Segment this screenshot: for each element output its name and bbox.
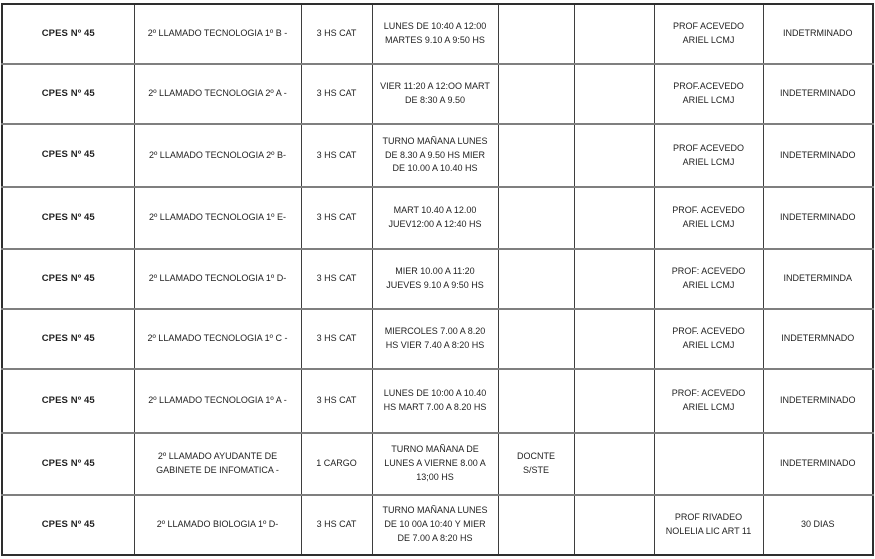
table-row [2,495,873,555]
table-row [2,369,873,433]
cell-professor: PROF: ACEVEDO ARIEL LCMJ [654,249,763,309]
cell-empty [574,495,654,555]
cell-position: 2º LLAMADO TECNOLOGIA 2º B- [134,124,301,187]
cell-schedule: MIERCOLES 7.00 A 8.20 HS VIER 7.40 A 8:20 HS [372,309,498,369]
cell-duration: INDETRMINADO [763,4,873,64]
cell-substitute-note: DOCNTE S/STE [498,433,574,495]
table-row [2,4,873,64]
cell-professor: PROF. ACEVEDO ARIEL LCMJ [654,309,763,369]
cell-duration: INDETERMINADO [763,187,873,249]
table-row [2,64,873,124]
cell-substitute-note [498,495,574,555]
cell-substitute-note [498,124,574,187]
cell-empty [574,4,654,64]
cell-institution: CPES Nº 45 [2,249,134,309]
vacancies-table [1,3,874,556]
cell-empty [574,124,654,187]
cell-empty [574,433,654,495]
cell-schedule: LUNES DE 10:00 A 10.40 HS MART 7.00 A 8.20 HS [372,369,498,433]
cell-institution: CPES Nº 45 [2,187,134,249]
cell-substitute-note [498,187,574,249]
cell-position: 2º LLAMADO TECNOLOGIA 1º C - [134,309,301,369]
cell-professor: PROF. ACEVEDO ARIEL LCMJ [654,187,763,249]
cell-professor: PROF ACEVEDO ARIEL LCMJ [654,124,763,187]
cell-duration: INDETERMNADO [763,309,873,369]
cell-duration: INDETERMINADO [763,124,873,187]
cell-duration: INDETERMINADO [763,369,873,433]
cell-position: 2º LLAMADO TECNOLOGIA 2º A - [134,64,301,124]
cell-professor: PROF: ACEVEDO ARIEL LCMJ [654,369,763,433]
table-row [2,433,873,495]
cell-substitute-note [498,369,574,433]
cell-schedule: LUNES DE 10:40 A 12:00 MARTES 9.10 A 9:50 HS [372,4,498,64]
cell-hours: 3 HS CAT [301,187,372,249]
cell-institution: CPES Nº 45 [2,369,134,433]
cell-duration: INDETERMINADO [763,433,873,495]
table-row [2,124,873,187]
cell-substitute-note [498,4,574,64]
cell-position: 2º LLAMADO AYUDANTE DE GABINETE DE INFOMATICA - [134,433,301,495]
cell-position: 2º LLAMADO BIOLOGIA 1º D- [134,495,301,555]
table-row [2,187,873,249]
cell-position: 2º LLAMADO TECNOLOGIA 1º A - [134,369,301,433]
cell-institution: CPES Nº 45 [2,64,134,124]
cell-schedule: VIER 11:20 A 12:OO MART DE 8:30 A 9.50 [372,64,498,124]
cell-duration: 30 DIAS [763,495,873,555]
cell-institution: CPES Nº 45 [2,433,134,495]
cell-empty [574,187,654,249]
cell-empty [574,64,654,124]
cell-hours: 3 HS CAT [301,4,372,64]
cell-institution: CPES Nº 45 [2,4,134,64]
cell-hours: 3 HS CAT [301,495,372,555]
cell-institution: CPES Nº 45 [2,124,134,187]
cell-hours: 3 HS CAT [301,309,372,369]
cell-professor: PROF ACEVEDO ARIEL LCMJ [654,4,763,64]
table-row [2,249,873,309]
cell-position: 2º LLAMADO TECNOLOGIA 1º B - [134,4,301,64]
cell-professor [654,433,763,495]
cell-substitute-note [498,64,574,124]
cell-professor: PROF.ACEVEDO ARIEL LCMJ [654,64,763,124]
cell-duration: INDETERMINDA [763,249,873,309]
cell-schedule: MIER 10.00 A 11:20 JUEVES 9.10 A 9:50 HS [372,249,498,309]
cell-schedule: MART 10.40 A 12.00 JUEV12:00 A 12:40 HS [372,187,498,249]
cell-substitute-note [498,309,574,369]
cell-hours: 3 HS CAT [301,369,372,433]
cell-empty [574,369,654,433]
cell-hours: 3 HS CAT [301,124,372,187]
cell-professor: PROF RIVADEO NOLELIA LIC ART 11 [654,495,763,555]
cell-duration: INDETERMINADO [763,64,873,124]
cell-hours: 3 HS CAT [301,249,372,309]
cell-empty [574,249,654,309]
cell-schedule: TURNO MAÑANA LUNES DE 8.30 A 9.50 HS MIER DE 10.00 A 10.40 HS [372,124,498,187]
cell-schedule: TURNO MAÑANA DE LUNES A VIERNE 8.00 A 13;00 HS [372,433,498,495]
cell-hours: 1 CARGO [301,433,372,495]
cell-position: 2º LLAMADO TECNOLOGIA 1º D- [134,249,301,309]
cell-institution: CPES Nº 45 [2,495,134,555]
cell-institution: CPES Nº 45 [2,309,134,369]
cell-substitute-note [498,249,574,309]
cell-empty [574,309,654,369]
cell-hours: 3 HS CAT [301,64,372,124]
table-row [2,309,873,369]
cell-position: 2º LLAMADO TECNOLOGIA 1º E- [134,187,301,249]
cell-schedule: TURNO MAÑANA LUNES DE 10 00A 10:40 Y MIER DE 7.00 A 8:20 HS [372,495,498,555]
